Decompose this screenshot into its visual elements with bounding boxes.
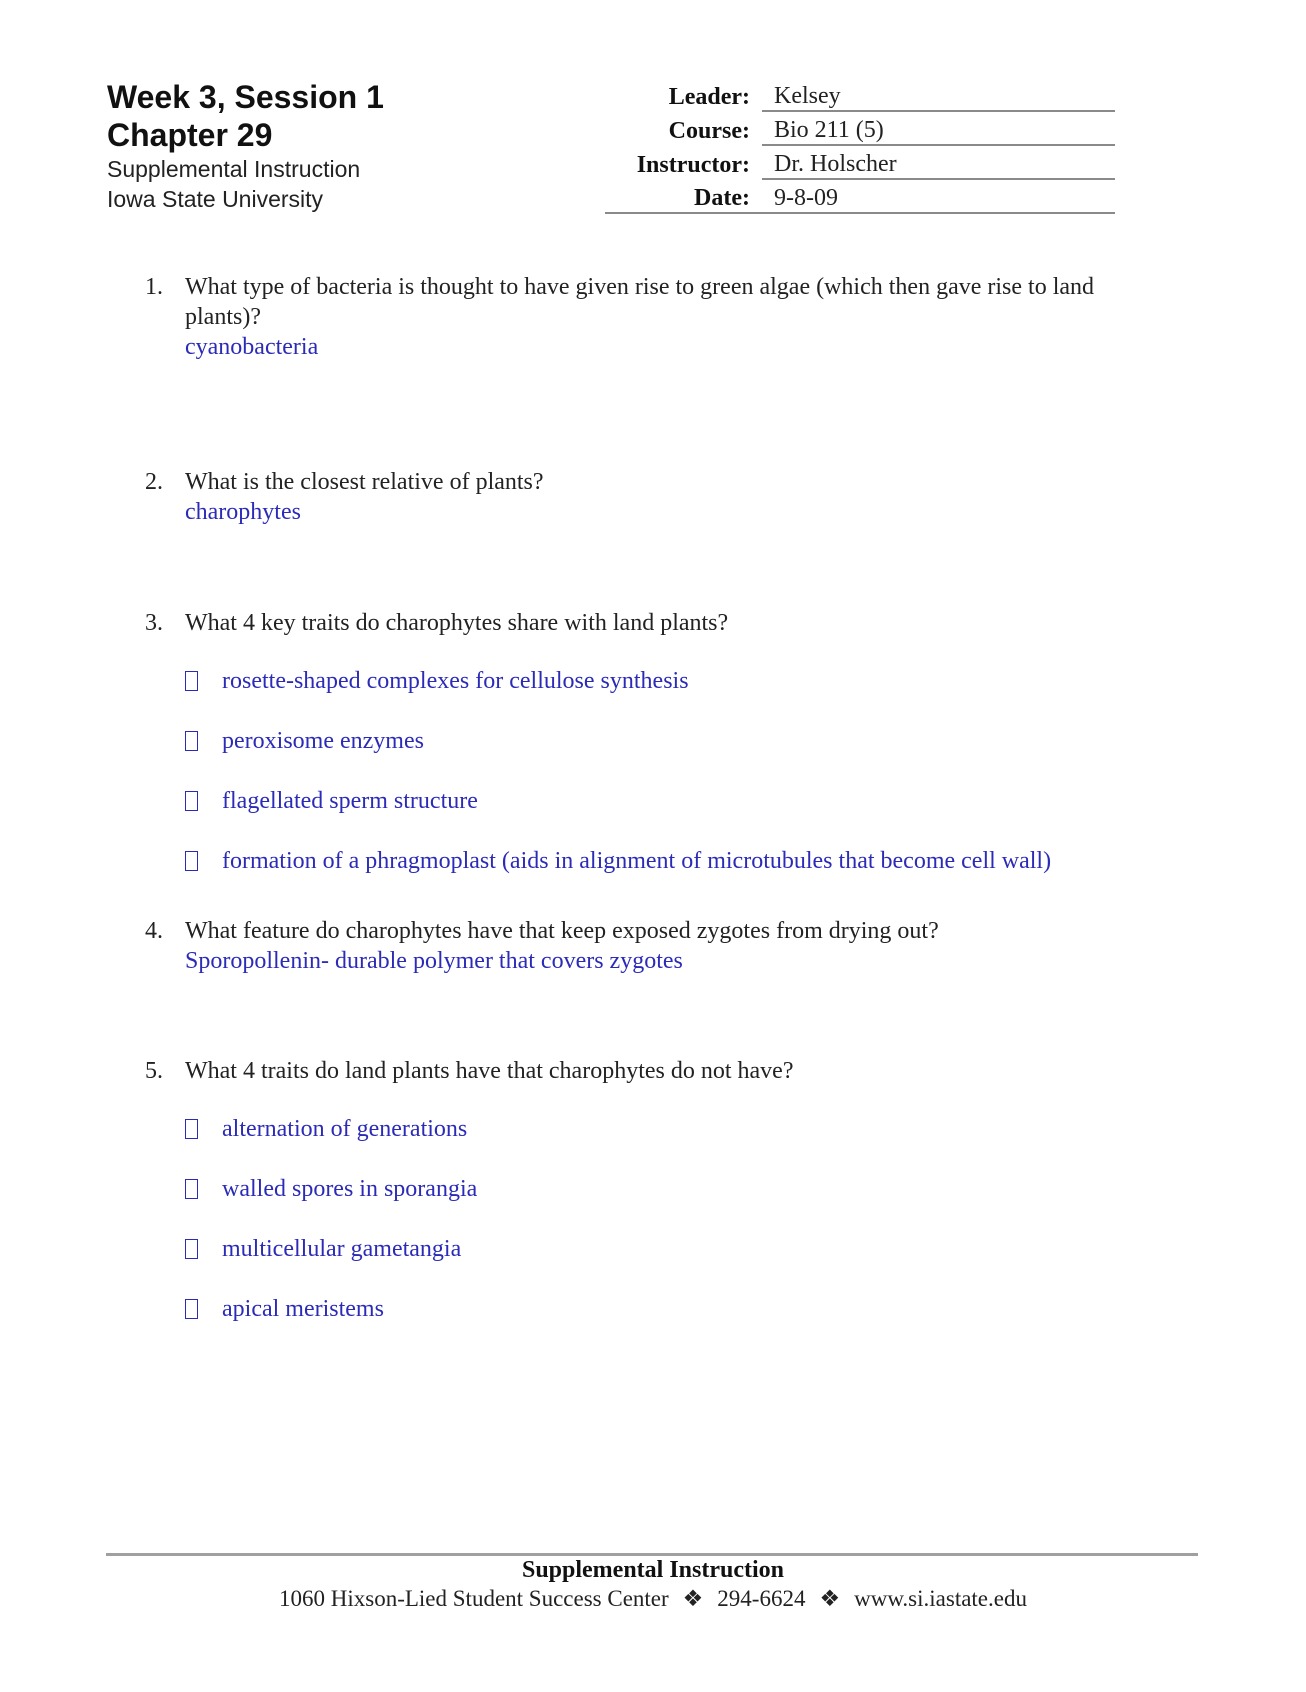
list-item (185, 1294, 1175, 1324)
bullet-text: peroxisome enzymes (222, 728, 424, 754)
answer-bullet-list (185, 1114, 1175, 1324)
answer-text: Sporopollenin- durable polymer that covers zygotes (185, 948, 683, 974)
question-number: 4. (145, 918, 163, 944)
instructor-value: Dr. Holscher (762, 145, 1115, 179)
list-item (185, 786, 1175, 816)
footer-contact-line (0, 1586, 1306, 1612)
leader-value: Kelsey (762, 78, 1115, 111)
instructor-label: Instructor: (636, 152, 750, 178)
question-text: What is the closest relative of plants? (185, 469, 544, 495)
question-1 (145, 272, 1175, 362)
bullet-text: formation of a phragmoplast (aids in alignment of microtubules that become cell wall) (222, 848, 1052, 874)
answer-text: cyanobacteria (185, 334, 319, 360)
leader-label: Leader: (668, 84, 750, 110)
question-3 (145, 608, 1175, 906)
course-value: Bio 211 (5) (762, 111, 1115, 145)
bullet-text: rosette-shaped complexes for cellulose synthesis (222, 668, 689, 694)
answer-bullet-list (185, 666, 1175, 876)
checkbox-bullet-icon (185, 1179, 198, 1199)
footer-divider (106, 1553, 1198, 1556)
checkbox-bullet-icon (185, 791, 198, 811)
date-label: Date: (605, 179, 762, 213)
checkbox-bullet-icon (185, 671, 198, 691)
question-text: What 4 traits do land plants have that charophytes do not have? (185, 1058, 794, 1084)
leader-row (605, 78, 1115, 111)
diamond-separator-icon: ❖ (682, 1586, 704, 1611)
answer-text: charophytes (185, 499, 301, 525)
checkbox-bullet-icon (185, 1299, 198, 1319)
footer-phone: 294-6624 (717, 1586, 806, 1611)
checkbox-bullet-icon (185, 1239, 198, 1259)
checkbox-bullet-icon (185, 1119, 198, 1139)
bullet-text: apical meristems (222, 1296, 384, 1322)
list-item (185, 846, 1175, 876)
diamond-separator-icon: ❖ (819, 1586, 841, 1611)
question-text: What feature do charophytes have that keep exposed zygotes from drying out? (185, 918, 939, 944)
question-number: 1. (145, 274, 163, 300)
date-row (605, 179, 1115, 213)
question-text: What type of bacteria is thought to have given rise to green algae (which then gave rise to land plants)? (185, 274, 1095, 330)
question-text: What 4 key traits do charophytes share with land plants? (185, 610, 729, 636)
list-item (185, 666, 1175, 696)
instructor-row (605, 145, 1115, 179)
question-2 (145, 467, 1175, 527)
course-row (605, 111, 1115, 145)
list-item (185, 726, 1175, 756)
chapter-title: Chapter 29 (107, 117, 273, 153)
footer-title: Supplemental Instruction (521, 1557, 785, 1583)
date-value: 9-8-09 (762, 179, 1115, 213)
list-item (185, 1234, 1175, 1264)
footer-website: www.si.iastate.edu (854, 1586, 1027, 1611)
bullet-text: multicellular gametangia (222, 1236, 462, 1262)
question-5 (145, 1056, 1175, 1354)
bullet-text: walled spores in sporangia (222, 1176, 478, 1202)
question-4 (145, 916, 1175, 976)
checkbox-bullet-icon (185, 851, 198, 871)
university-name: Iowa State University (107, 186, 324, 212)
question-number: 3. (145, 610, 163, 636)
bullet-text: flagellated sperm structure (222, 788, 478, 814)
footer-address: 1060 Hixson-Lied Student Success Center (279, 1586, 669, 1611)
program-name: Supplemental Instruction (107, 156, 361, 182)
question-number: 2. (145, 469, 163, 495)
bullet-text: alternation of generations (222, 1116, 468, 1142)
session-info-table (605, 78, 1115, 214)
checkbox-bullet-icon (185, 731, 198, 751)
header-block (107, 78, 384, 214)
list-item (185, 1114, 1175, 1144)
course-label: Course: (668, 118, 750, 144)
week-session-title: Week 3, Session 1 (107, 79, 384, 115)
list-item (185, 1174, 1175, 1204)
question-number: 5. (145, 1058, 163, 1084)
